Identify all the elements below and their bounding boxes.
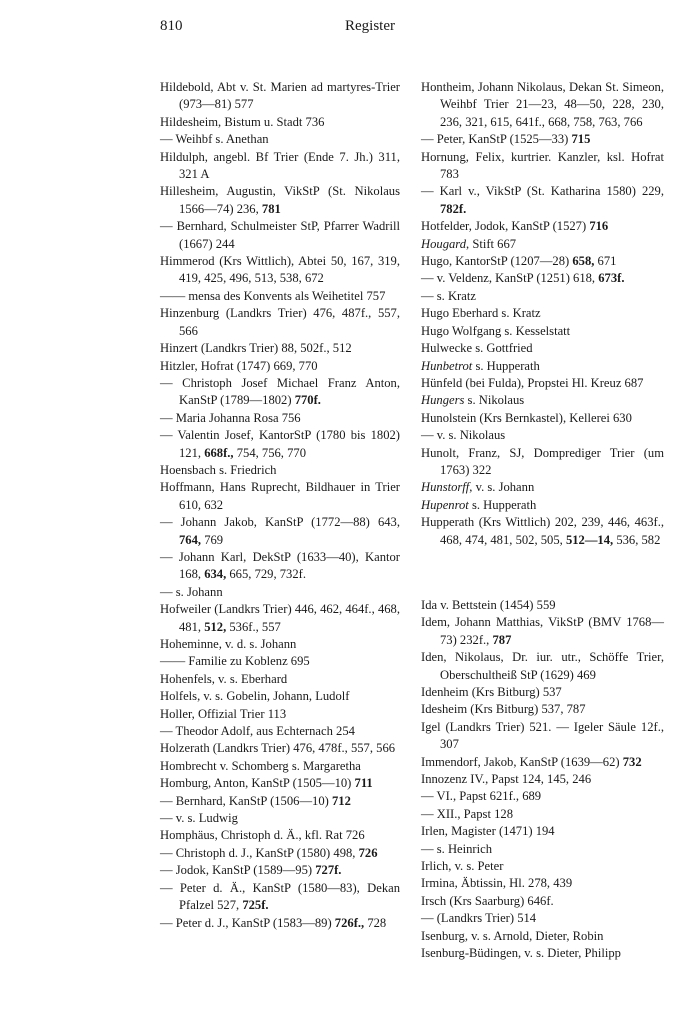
index-entry	[421, 928, 664, 945]
index-entry	[160, 131, 400, 148]
page-reference-bold: 673f.	[598, 271, 625, 286]
index-entry	[160, 845, 400, 862]
entry-text: Holzerath (Landkrs Trier) 476, 478f., 557, 566	[160, 741, 396, 756]
entry-term-italic: Hungers	[421, 393, 465, 408]
entry-text: 536f., 557	[226, 619, 281, 634]
page-reference-bold: 764,	[179, 532, 202, 547]
entry-text: Hulwecke s. Gottfried	[421, 341, 533, 356]
entry-text: — Peter, KanStP (1525—33)	[421, 132, 572, 147]
entry-term-italic: Hougard	[421, 236, 467, 251]
entry-text: Holfels, v. s. Gobelin, Johann, Ludolf	[160, 689, 350, 704]
index-entry	[421, 597, 664, 614]
entry-text: Hünfeld (bei Fulda), Propstei Hl. Kreuz 687	[421, 375, 644, 390]
entry-text: 769	[201, 532, 224, 547]
entry-text: Holler, Offizial Trier 113	[160, 706, 287, 721]
entry-text: — s. Heinrich	[421, 841, 492, 856]
index-entry	[160, 358, 400, 375]
entry-text: Hildebold, Abt v. St. Marien ad martyres-Trier (973—81) 577	[160, 80, 400, 112]
index-section-h	[421, 79, 664, 549]
page-reference-bold: 715	[571, 132, 591, 147]
index-entry	[421, 149, 664, 184]
entry-text: Hoffmann, Hans Ruprecht, Bildhauer in Trier 610, 632	[160, 480, 400, 512]
index-entry	[421, 649, 664, 684]
page-reference-bold: 711	[354, 776, 373, 791]
index-entry	[160, 149, 400, 184]
entry-text: s. Hupperath	[468, 497, 537, 512]
entry-text: Isenburg, v. s. Arnold, Dieter, Robin	[421, 928, 604, 943]
index-entry	[421, 340, 664, 357]
index-entry	[421, 323, 664, 340]
page-reference-bold: 712	[331, 793, 351, 808]
entry-text: Hugo Eberhard s. Kratz	[421, 306, 541, 321]
entry-text: —— Familie zu Koblenz 695	[160, 654, 310, 669]
index-entry	[160, 375, 400, 410]
index-entry	[160, 584, 400, 601]
index-entry	[421, 410, 664, 427]
entry-text: — Karl v., VikStP (St. Katharina 1580) 229,	[421, 184, 664, 199]
index-entry	[421, 788, 664, 805]
entry-text: — Jodok, KanStP (1589—95)	[160, 863, 316, 878]
entry-text: Hombrecht v. Schomberg s. Margaretha	[160, 758, 361, 773]
entry-text: — v. Veldenz, KanStP (1251) 618,	[421, 271, 599, 286]
entry-text: —— mensa des Konvents als Weihetitel 757	[160, 288, 386, 303]
entry-text: Hitzler, Hofrat (1747) 669, 770	[160, 358, 318, 373]
entry-text: Hontheim, Johann Nikolaus, Dekan St. Simeon, Weihbf Trier 21—23, 48—50, 228, 230, 236, 321, 615, 641f., 668, 758, 763, 766	[421, 80, 664, 129]
entry-text: Immendorf, Jakob, KanStP (1639—62)	[421, 754, 623, 769]
index-entry	[160, 601, 400, 636]
entry-text: — Weihbf s. Anethan	[160, 132, 269, 147]
index-entry	[160, 827, 400, 844]
page-reference-bold: 512—14,	[565, 532, 614, 547]
index-entry	[160, 549, 400, 584]
index-entry	[160, 740, 400, 757]
page-reference-bold: 512,	[204, 619, 227, 634]
page-reference-bold: 782f.	[440, 201, 467, 216]
index-entry	[160, 305, 400, 340]
entry-text: — Christoph d. J., KanStP (1580) 498,	[160, 845, 359, 860]
entry-text: Irsch (Krs Saarburg) 646f.	[421, 893, 554, 908]
index-column-left	[160, 79, 400, 932]
index-entry	[160, 427, 400, 462]
index-entry	[160, 915, 400, 932]
index-entry	[421, 806, 664, 823]
entry-text: Innozenz IV., Papst 124, 145, 246	[421, 772, 592, 787]
index-entry	[421, 614, 664, 649]
index-entry	[421, 771, 664, 788]
page-number: 810	[160, 18, 183, 34]
index-entry	[421, 392, 664, 409]
index-entry	[421, 131, 664, 148]
index-entry	[421, 288, 664, 305]
entry-text: — Johann Karl, DekStP (1633—40), Kantor 168,	[160, 549, 400, 582]
entry-text: — Peter d. J., KanStP (1583—89)	[160, 915, 335, 930]
index-entry	[421, 79, 664, 131]
index-entry	[160, 775, 400, 792]
entry-text: — Christoph Josef Michael Franz Anton, KanStP (1789—1802)	[160, 375, 400, 408]
index-entry	[160, 479, 400, 514]
index-entry	[421, 875, 664, 892]
entry-text: Hillesheim, Augustin, VikStP (St. Nikolaus 1566—74) 236,	[160, 184, 400, 216]
running-head: Register	[345, 18, 395, 34]
page-reference-bold: 658,	[572, 254, 595, 269]
entry-text: — Johann Jakob, KanStP (1772—88) 643,	[160, 515, 400, 530]
entry-text: 665, 729, 732f.	[226, 567, 306, 582]
entry-text: Hunolstein (Krs Bernkastel), Kellerei 630	[421, 410, 632, 425]
index-entry	[160, 723, 400, 740]
index-entry	[421, 497, 664, 514]
page-reference-bold: 716	[589, 219, 609, 234]
entry-text: — Peter d. Ä., KanStP (1580—83), Dekan Pfalzel 527,	[160, 880, 400, 913]
entry-text: — (Landkrs Trier) 514	[421, 911, 537, 926]
index-entry	[421, 754, 664, 771]
index-entry	[160, 253, 400, 288]
index-entry	[421, 910, 664, 927]
entry-term-italic: Hupenrot	[421, 497, 469, 512]
index-entry	[421, 701, 664, 718]
index-entry	[421, 719, 664, 754]
entry-text: Ida v. Bettstein (1454) 559	[421, 597, 556, 612]
entry-text: , v. s. Johann	[469, 480, 535, 495]
index-entry	[160, 410, 400, 427]
entry-text: Hotfelder, Jodok, KanStP (1527)	[421, 219, 590, 234]
index-entry	[421, 479, 664, 496]
entry-text: Hohenfels, v. s. Eberhard	[160, 671, 288, 686]
entry-text: Hunolt, Franz, SJ, Domprediger Trier (um 1763) 322	[421, 445, 664, 477]
entry-text: Hugo Wolfgang s. Kesselstatt	[421, 323, 571, 338]
page-reference-bold: 727f.	[315, 863, 342, 878]
entry-text: Hinzert (Landkrs Trier) 88, 502f., 512	[160, 341, 352, 356]
index-entry	[160, 706, 400, 723]
entry-text: — Bernhard, Schulmeister StP, Pfarrer Wadrill (1667) 244	[160, 219, 400, 251]
entry-text: 671	[594, 254, 617, 269]
section-gap	[421, 549, 664, 597]
index-entry	[160, 862, 400, 879]
entry-text: — Theodor Adolf, aus Echternach 254	[160, 724, 355, 739]
entry-text: — Bernhard, KanStP (1506—10)	[160, 793, 332, 808]
index-entry	[421, 893, 664, 910]
entry-term-italic: Hunstorff	[421, 480, 470, 495]
index-entry	[160, 288, 400, 305]
index-entry	[421, 858, 664, 875]
index-entry	[421, 514, 664, 549]
page-reference-bold: 770f.	[294, 393, 321, 408]
index-entry	[421, 684, 664, 701]
entry-text: Homphäus, Christoph d. Ä., kfl. Rat 726	[160, 828, 365, 843]
index-entry	[160, 653, 400, 670]
index-entry	[160, 340, 400, 357]
entry-text: Homburg, Anton, KanStP (1505—10)	[160, 776, 355, 791]
entry-text: Irlich, v. s. Peter	[421, 859, 504, 874]
index-entry	[421, 945, 664, 962]
index-entry	[160, 671, 400, 688]
entry-text: 754, 756, 770	[233, 445, 306, 460]
entry-text: Irlen, Magister (1471) 194	[421, 824, 555, 839]
index-entry	[421, 218, 664, 235]
entry-text: s. Nikolaus	[464, 393, 525, 408]
entry-text: — Maria Johanna Rosa 756	[160, 410, 301, 425]
entry-text: , Stift 667	[466, 236, 517, 251]
entry-text: — XII., Papst 128	[421, 806, 513, 821]
index-entry	[160, 114, 400, 131]
entry-text: Hugo, KantorStP (1207—28)	[421, 254, 573, 269]
page-reference-bold: 732	[622, 754, 642, 769]
entry-text: — v. s. Ludwig	[160, 811, 238, 826]
entry-text: Hoheminne, v. d. s. Johann	[160, 637, 297, 651]
index-entry	[160, 793, 400, 810]
index-entry	[421, 305, 664, 322]
entry-text: — VI., Papst 621f., 689	[421, 789, 542, 804]
index-entry	[421, 375, 664, 392]
entry-text: Idem, Johann Matthias, VikStP (BMV 1768—73) 232f.,	[421, 615, 664, 647]
entry-text: Iden, Nikolaus, Dr. iur. utr., Schöffe Trier, Oberschultheiß StP (1629) 469	[421, 650, 664, 682]
index-entry	[160, 79, 400, 114]
entry-text: — v. s. Nikolaus	[421, 428, 506, 443]
index-entry	[160, 183, 400, 218]
index-entry	[421, 183, 664, 218]
index-entry	[160, 462, 400, 479]
entry-text: Hupperath (Krs Wittlich) 202, 239, 446, 463f., 468, 474, 481, 502, 505,	[421, 515, 664, 547]
index-entry	[160, 758, 400, 775]
entry-text: Isenburg-Büdingen, v. s. Dieter, Philipp	[421, 946, 621, 961]
index-entry	[421, 841, 664, 858]
page-reference-bold: 725f.	[242, 898, 269, 913]
index-entry	[160, 514, 400, 549]
entry-text: Hildulph, angebl. Bf Trier (Ende 7. Jh.) 311, 321 A	[160, 149, 400, 182]
entry-text: — s. Kratz	[421, 288, 476, 303]
index-column-right	[421, 79, 664, 963]
index-entry	[421, 427, 664, 444]
index-entry	[160, 218, 400, 253]
entry-text: Hoensbach s. Friedrich	[160, 462, 277, 477]
entry-term-italic: Hunbetrot	[421, 358, 473, 373]
page-reference-bold: 781	[261, 201, 281, 216]
entry-text: Idesheim (Krs Bitburg) 537, 787	[421, 702, 586, 717]
page-reference-bold: 726	[358, 845, 378, 860]
entry-text: — s. Johann	[160, 584, 223, 599]
entry-text: Idenheim (Krs Bitburg) 537	[421, 685, 562, 699]
entry-text: — Valentin Josef, KantorStP (1780 bis 1802) 121,	[160, 428, 400, 460]
index-entry	[421, 358, 664, 375]
page-reference-bold: 787	[492, 632, 512, 647]
entry-text: Hinzenburg (Landkrs Trier) 476, 487f., 557, 566	[160, 306, 400, 338]
entry-text: Hofweiler (Landkrs Trier) 446, 462, 464f., 468, 481,	[160, 602, 400, 634]
page-reference-bold: 668f.,	[204, 445, 234, 460]
entry-text: 536, 582	[613, 532, 661, 547]
index-entry	[160, 810, 400, 827]
index-entry	[160, 880, 400, 915]
index-entry	[160, 636, 400, 653]
index-entry	[421, 270, 664, 287]
index-entry	[421, 236, 664, 253]
page-reference-bold: 634,	[204, 567, 227, 582]
entry-text: Irmina, Äbtissin, Hl. 278, 439	[421, 876, 573, 891]
index-entry	[421, 253, 664, 270]
entry-text: s. Hupperath	[472, 358, 540, 373]
index-section-i	[421, 597, 664, 963]
entry-text: 728	[364, 915, 387, 930]
index-entry	[160, 688, 400, 705]
index-entry	[421, 823, 664, 840]
page-reference-bold: 726f.,	[334, 915, 365, 930]
entry-text: Igel (Landkrs Trier) 521. — Igeler Säule 12f., 307	[421, 719, 664, 752]
entry-text: Hornung, Felix, kurtrier. Kanzler, ksl. Hofrat 783	[421, 149, 664, 182]
entry-text: Himmerod (Krs Wittlich), Abtei 50, 167, 319, 419, 425, 496, 513, 538, 672	[160, 254, 400, 286]
index-entry	[421, 445, 664, 480]
entry-text: Hildesheim, Bistum u. Stadt 736	[160, 114, 325, 129]
